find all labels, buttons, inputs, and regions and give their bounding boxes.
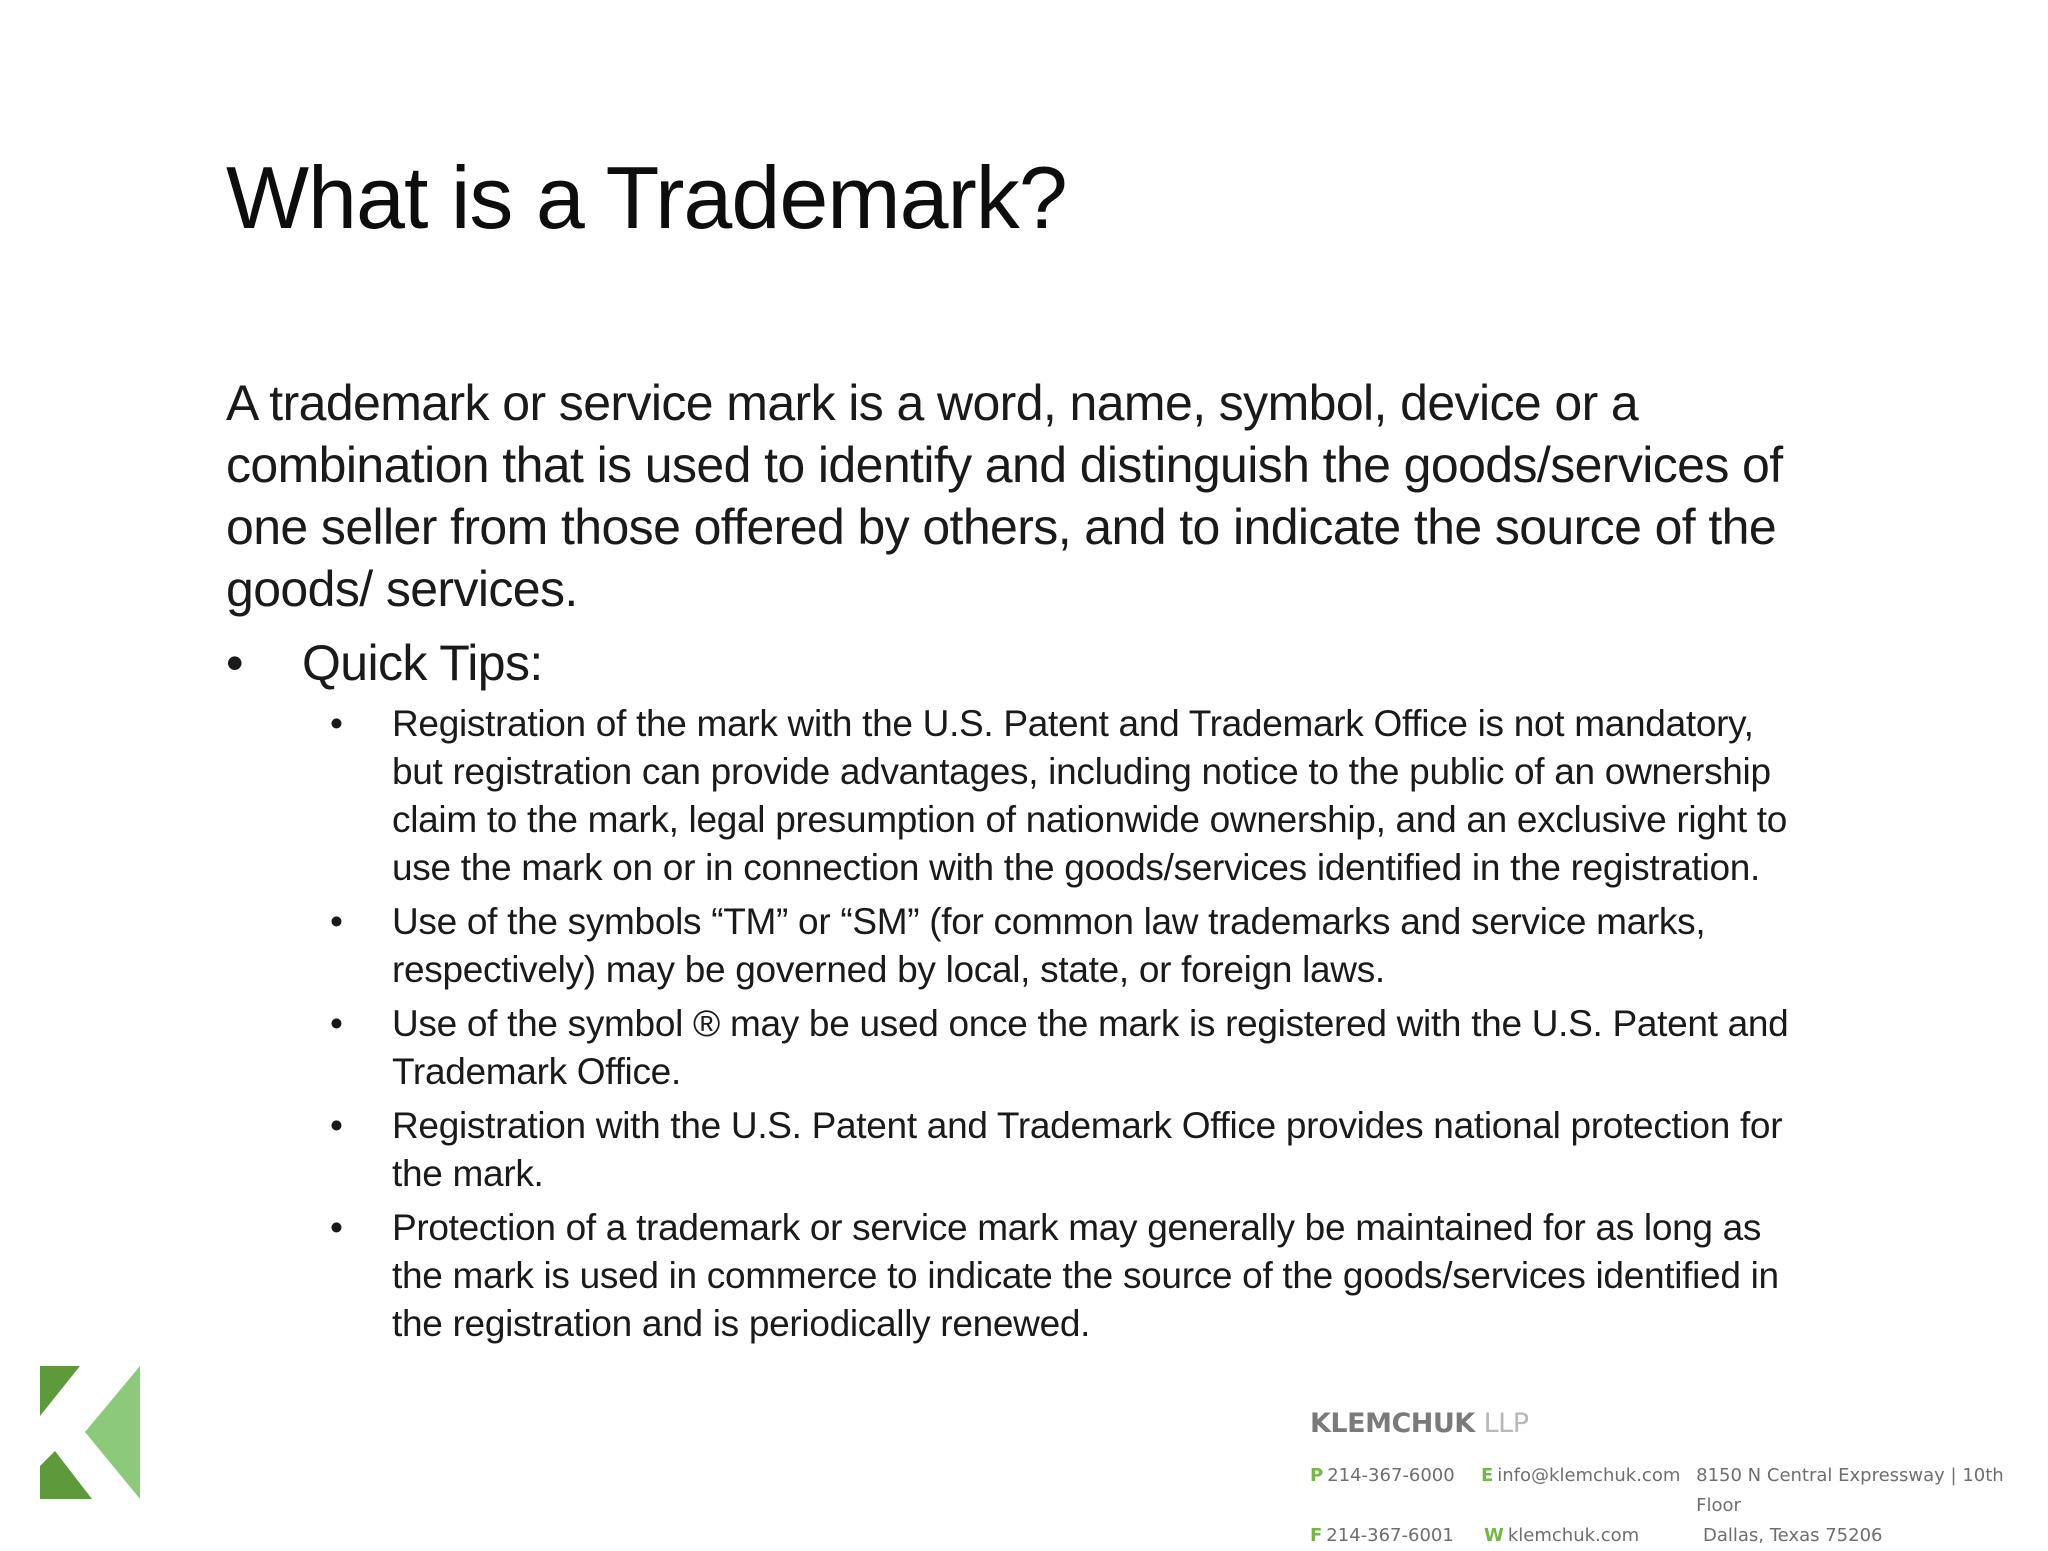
brand-name: KLEMCHUK	[1310, 1408, 1475, 1439]
tip-text: Use of the symbol ® may be used once the mark is registered with the U.S. Patent and Trademark Office.	[392, 1003, 1789, 1092]
quick-tips-label: Quick Tips:	[302, 635, 543, 691]
bullet-glyph: •	[330, 1105, 343, 1146]
bullet-glyph: •	[330, 1207, 343, 1248]
bullet-glyph: •	[330, 901, 343, 942]
logo-light-shape	[85, 1366, 140, 1499]
tip-text: Registration with the U.S. Patent and Trademark Office provides national protection for the mark.	[392, 1105, 1783, 1194]
tip-text: Use of the symbols “TM” or “SM” (for common law trademarks and service marks, respectively) may be governed by local, state, or foreign laws.	[392, 901, 1706, 990]
list-item	[330, 700, 1800, 892]
quick-tips-list	[330, 700, 1800, 1354]
fax-number: 214-367-6001	[1326, 1525, 1454, 1546]
logo-lower-shape	[40, 1451, 92, 1499]
list-item	[330, 898, 1800, 994]
intro-paragraph: A trademark or service mark is a word, name, symbol, device or a combination that is used to identify and distinguish the goods/services of one seller from those offered by others, and to indicate the source of the goods/ services.	[226, 375, 1783, 617]
bullet-glyph: •	[330, 703, 343, 744]
bullet-glyph: •	[226, 635, 243, 691]
footer	[1310, 1408, 2048, 1551]
quick-tips-heading	[226, 632, 543, 694]
list-item	[330, 1204, 1800, 1348]
email-label: E	[1480, 1465, 1494, 1486]
brand-wordmark	[1310, 1408, 2048, 1439]
contact-row-2	[1310, 1521, 2048, 1551]
phone-label: P	[1310, 1465, 1324, 1486]
list-item	[330, 1102, 1800, 1198]
email-address[interactable]: info@klemchuk.com	[1497, 1465, 1681, 1486]
address-line-2: Dallas, Texas 75206	[1703, 1525, 1883, 1546]
brand-suffix: LLP	[1483, 1408, 1529, 1439]
klemchuk-logo-icon	[40, 1366, 142, 1500]
bullet-glyph: •	[330, 1003, 343, 1044]
list-item	[330, 1000, 1800, 1096]
fax-label: F	[1310, 1525, 1323, 1546]
logo-dark-shape	[40, 1366, 80, 1416]
website-link[interactable]: klemchuk.com	[1507, 1525, 1640, 1546]
slide-title: What is a Trademark?	[226, 148, 1067, 247]
tip-text: Protection of a trademark or service mark may generally be maintained for as long as the mark is used in commerce to indicate the source of the goods/services identified in the registration and is periodically renewed.	[392, 1207, 1779, 1344]
contact-row-1	[1310, 1461, 2048, 1521]
address-line-1: 8150 N Central Expressway | 10th Floor	[1696, 1465, 2004, 1516]
web-label: W	[1484, 1525, 1504, 1546]
tip-text: Registration of the mark with the U.S. Patent and Trademark Office is not mandatory, but registration can provide advantages, including notice to the public of an ownership claim to the mark, legal presumption of nationwide ownership, and an exclusive right to use the mark on or in connection with the goods/services identified in the registration.	[392, 703, 1788, 888]
phone-number: 214-367-6000	[1327, 1465, 1455, 1486]
